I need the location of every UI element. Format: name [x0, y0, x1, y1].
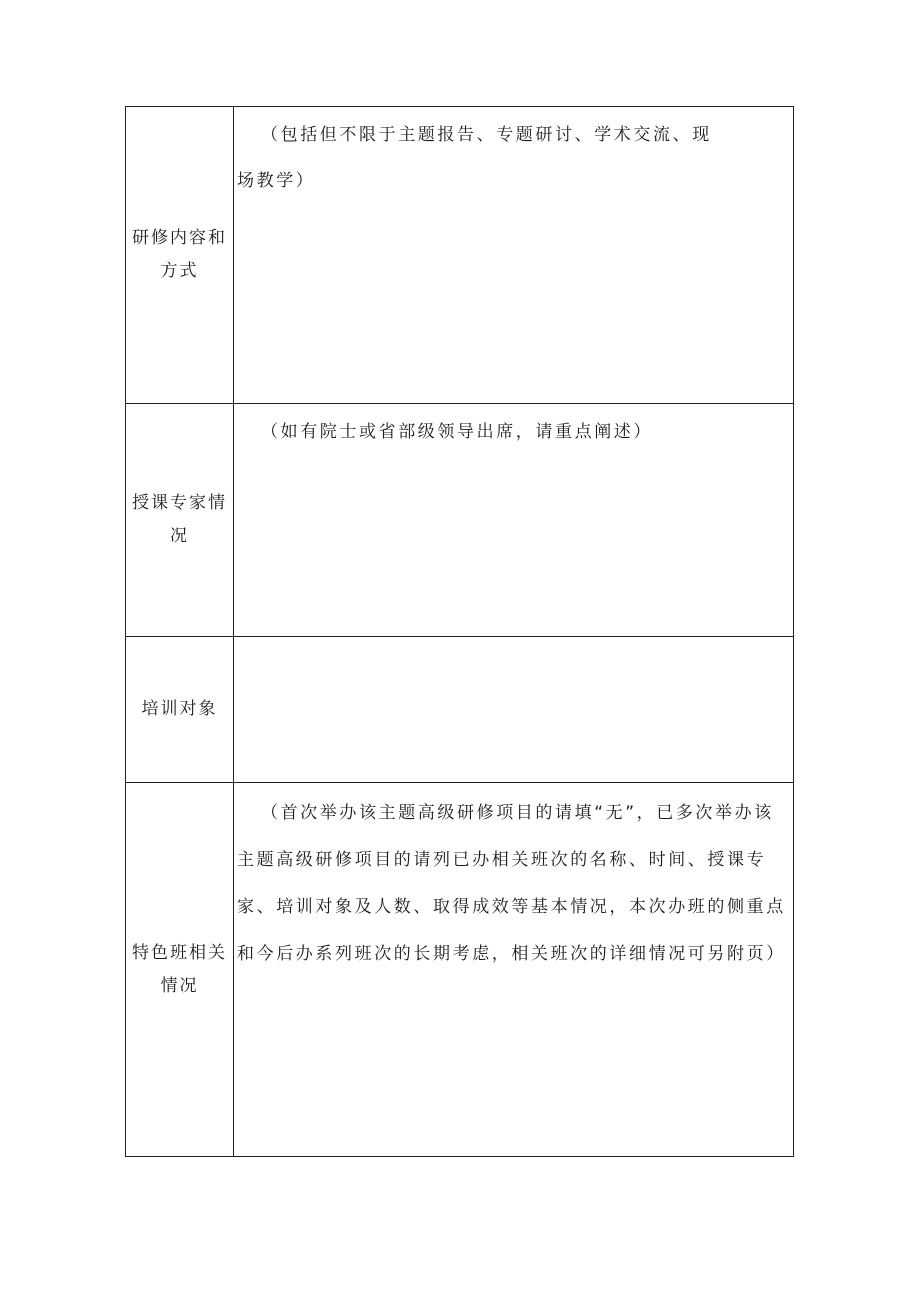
content-cell-trainees[interactable] — [234, 637, 794, 783]
application-form-table — [125, 106, 794, 1157]
form-row-lecturer-info — [126, 404, 794, 637]
label-cell — [126, 404, 234, 637]
content-cell-training-content[interactable] — [234, 107, 794, 404]
label-cell — [126, 107, 234, 404]
content-hint: （如有院士或省部级领导出席，请重点阐述） — [261, 422, 653, 442]
form-row-special-class — [126, 783, 794, 1157]
row-label: 授课专家情况 — [132, 493, 227, 546]
content-hint — [234, 637, 793, 642]
content-hint: （首次举办该主题高级研修项目的请填“无”，已多次举办该主题高级研修项目的请列已办相关班次的名称、时间、授课专家、培训对象及人数、取得成效等基本情况，本次办班的侧重点和今后办系列班次的长期考虑，相关班次的详细情况可另附页） — [237, 803, 786, 964]
form-row-training-content — [126, 107, 794, 404]
row-label: 培训对象 — [141, 699, 218, 719]
label-cell — [126, 637, 234, 783]
content-hint: （包括但不限于主题报告、专题研讨、学术交流、现场教学） — [237, 125, 712, 191]
content-cell-lecturer-info[interactable] — [234, 404, 794, 637]
label-cell — [126, 783, 234, 1157]
content-cell-special-class[interactable] — [234, 783, 794, 1157]
row-label: 研修内容和方式 — [132, 228, 227, 281]
row-label: 特色班相关情况 — [132, 942, 227, 996]
form-row-trainees — [126, 637, 794, 783]
